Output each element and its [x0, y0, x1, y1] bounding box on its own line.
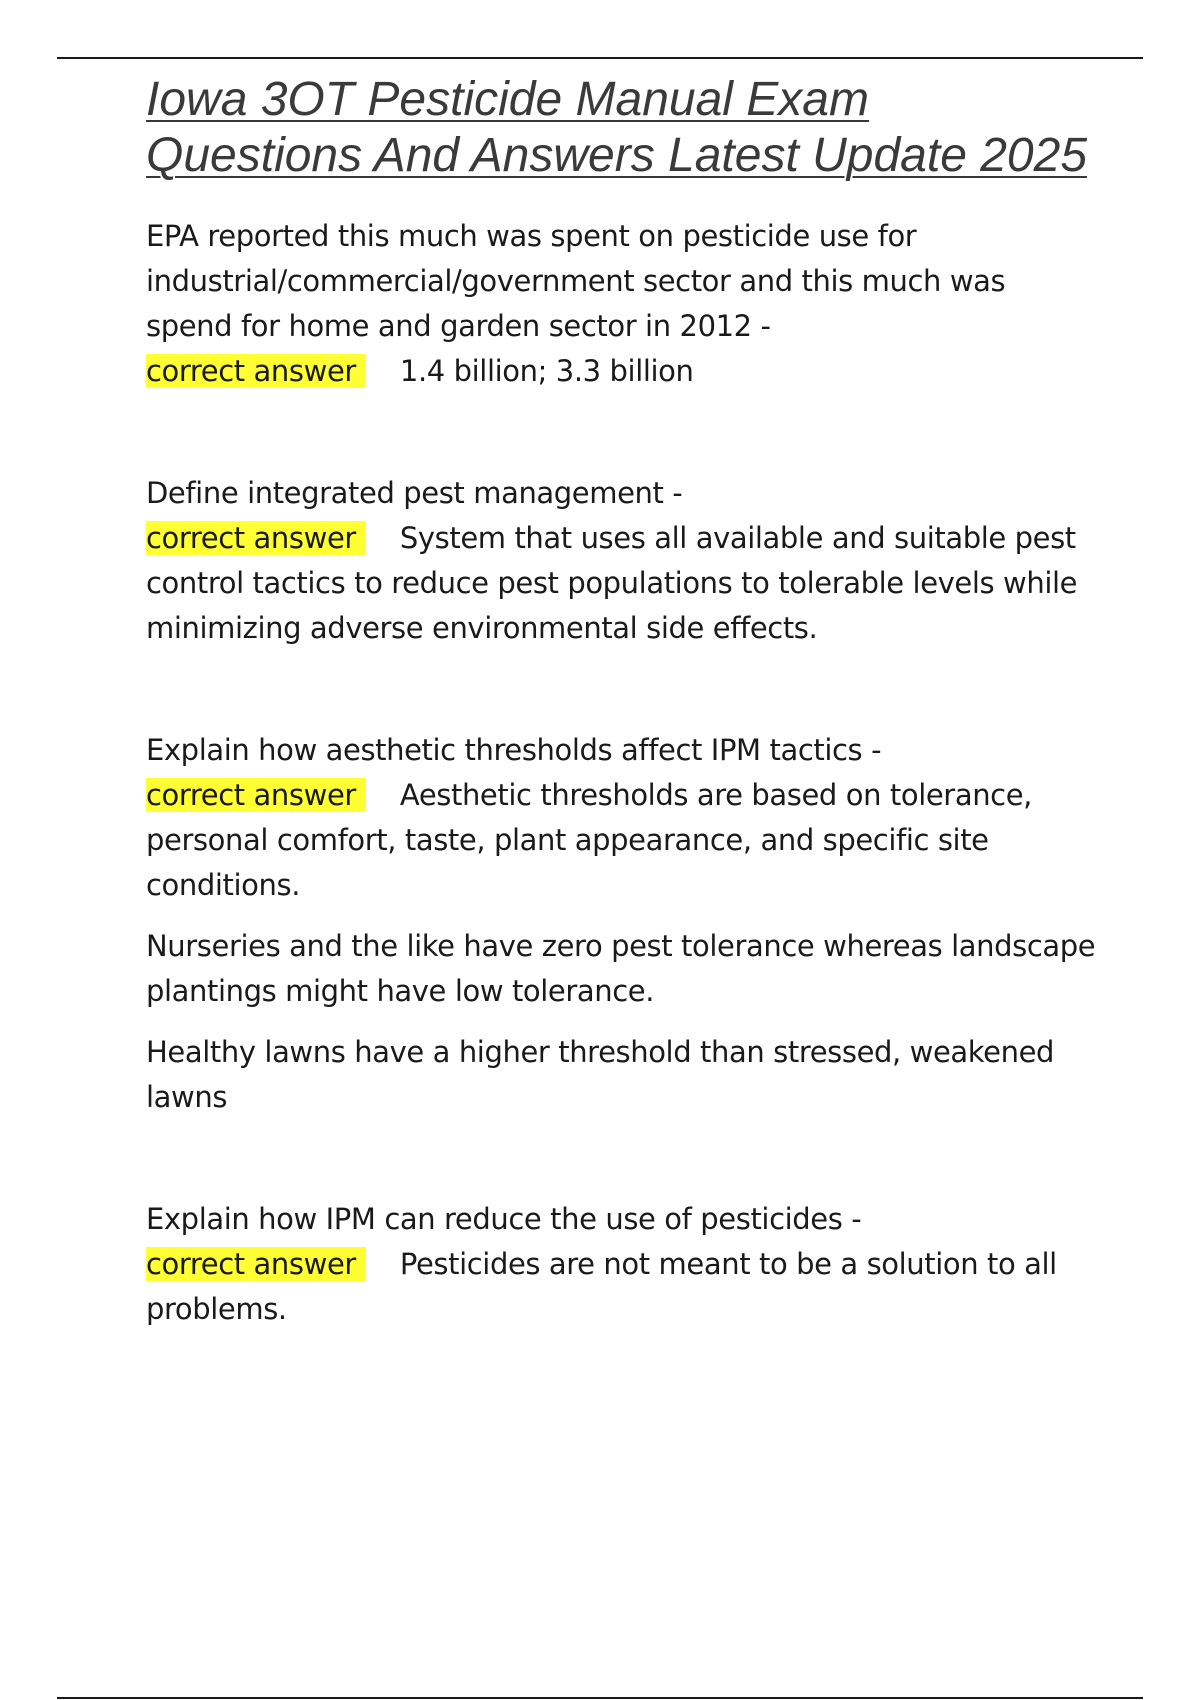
qa-item [146, 471, 1096, 651]
answer-text: Aesthetic thresholds are based on tolerance, personal comfort, taste, plant appearance, and specific site conditions. [146, 778, 1032, 902]
correct-answer-label: correct answer [146, 778, 366, 812]
answer-extra-paragraph: Nurseries and the like have zero pest tolerance whereas landscape plantings might have low tolerance. [146, 929, 1096, 1008]
question-text: Explain how aesthetic thresholds affect IPM tactics - [146, 733, 882, 767]
answer-line [146, 349, 1096, 394]
correct-answer-label: correct answer [146, 1247, 366, 1281]
correct-answer-label: correct answer [146, 354, 366, 388]
answer-text: System that uses all available and suitable pest control tactics to reduce pest populations to tolerable levels while minimizing adverse environmental side effects. [146, 521, 1078, 645]
answer-line [146, 773, 1096, 908]
correct-answer-label: correct answer [146, 521, 366, 555]
answer-line [146, 516, 1096, 651]
document-title: Iowa 3OT Pesticide Manual Exam Questions And Answers Latest Update 2025 [146, 73, 1088, 182]
answer-text: Pesticides are not meant to be a solution to all problems. [146, 1247, 1057, 1326]
question-text: Define integrated pest management - [146, 476, 683, 510]
document-body [146, 72, 1096, 1332]
question-text: Explain how IPM can reduce the use of pesticides - [146, 1202, 862, 1236]
answer-text: 1.4 billion; 3.3 billion [399, 354, 694, 388]
qa-item [146, 728, 1096, 1120]
answer-extra-paragraph: Healthy lawns have a higher threshold than stressed, weakened lawns [146, 1035, 1055, 1114]
answer-line [146, 1242, 1096, 1332]
qa-item [146, 1197, 1096, 1332]
top-rule [57, 57, 1143, 59]
qa-item [146, 214, 1096, 394]
bottom-rule [57, 1697, 1143, 1699]
question-text: EPA reported this much was spent on pesticide use for industrial/commercial/government sector and this much was spend for home and garden sector in 2012 - [146, 219, 1006, 343]
